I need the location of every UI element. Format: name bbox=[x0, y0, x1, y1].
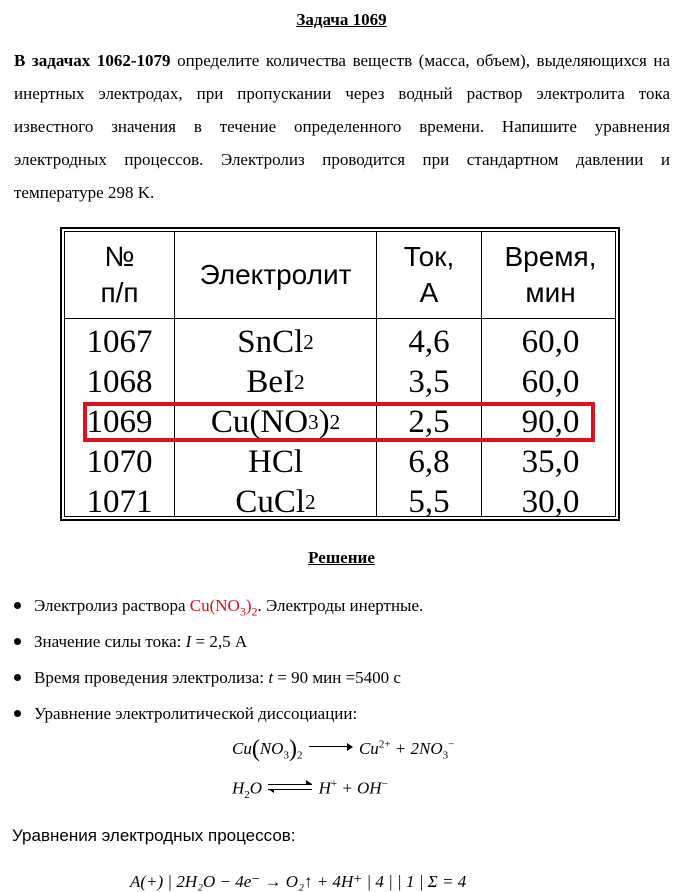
arrow-icon bbox=[309, 743, 353, 751]
solution-title: Решение bbox=[308, 548, 375, 567]
bullet-icon bbox=[14, 710, 21, 717]
header-electrolyte: Электролит bbox=[199, 259, 352, 290]
header-current: Ток, А bbox=[403, 241, 455, 308]
dissociation-equation-salt: $Cu(NO_3)_2$ $Cu^{2+} + 2NO_3^-$ bbox=[232, 736, 455, 762]
electrode-processes-heading: Уравнения электродных процессов: bbox=[12, 826, 296, 845]
problem-text: определите количества веществ (масса, объем), выделяющихся на инертных электродах, при пропускании через водный раствор электролита тока известного значения в течение определенного времени. Напишите уравнения электродных процессов. Электролиз проводится при стандартном давлении и температуре 298 K. bbox=[14, 51, 670, 202]
table-row: 1070 HCl 6,8 35,0 bbox=[86, 443, 580, 480]
problem-statement bbox=[14, 44, 670, 209]
equilibrium-arrow-icon bbox=[268, 782, 312, 792]
list-item: Уравнение электролитической диссоциации: bbox=[14, 696, 674, 732]
data-table bbox=[60, 227, 620, 521]
problem-range: В задачах 1062-1079 bbox=[14, 51, 171, 70]
solution-list bbox=[14, 588, 674, 732]
table-row: 1067 SnCl 2 4,6 60,0 bbox=[86, 323, 580, 360]
bullet-icon bbox=[14, 638, 21, 645]
bullet-icon bbox=[14, 602, 21, 609]
page-title: Задача 1069 bbox=[296, 10, 387, 29]
bullet-icon bbox=[14, 674, 21, 681]
dissociation-equation-water: $H_2O$ H+ + OH− bbox=[232, 778, 388, 802]
header-num: № п/п bbox=[100, 241, 139, 308]
table-row-highlighted: 1069 Cu(NO 3 ) 2 2,5 90,0 bbox=[86, 403, 580, 440]
highlight-box bbox=[83, 402, 595, 442]
list-item: Время проведения электролиза: t = 90 мин =5400 с bbox=[14, 660, 674, 696]
list-item: Электролиз раствора $Cu(NO_3)_2$. Электроды инертные. bbox=[14, 588, 674, 624]
table-row: 1068 BeI 2 3,5 60,0 bbox=[86, 363, 580, 400]
anode-equation-partial: A(+) | 2H₂O − 4e⁻ → O₂↑ + 4H⁺ | 4 | | 1 | Σ = 4 bbox=[130, 872, 467, 891]
header-time: Время, мин bbox=[504, 241, 597, 308]
table-row: 1071 CuCl 2 5,5 30,0 bbox=[86, 483, 580, 520]
list-item: Значение силы тока: I = 2,5 А bbox=[14, 624, 674, 660]
